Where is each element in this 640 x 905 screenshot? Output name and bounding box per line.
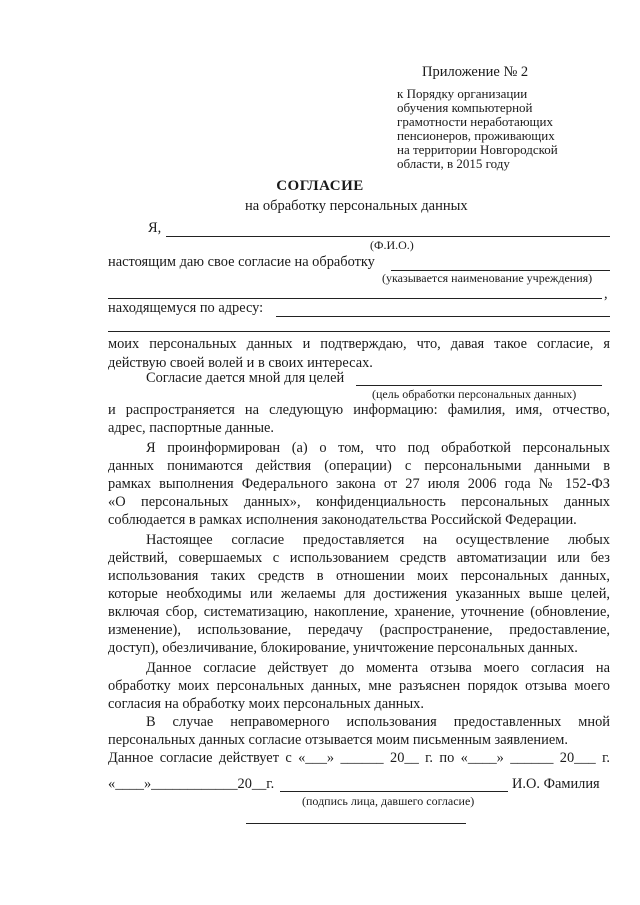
paragraph-line: Я проинформирован (а) о том, что под обработкой персональных — [146, 440, 610, 456]
paragraph-line: действий, совершаемых с использованием средств автоматизации или без — [108, 550, 610, 566]
institution-field-continued[interactable] — [108, 298, 602, 299]
paragraph-line: доступ), обезличивание, блокирование, уничтожение персональных данных. — [108, 640, 578, 656]
fio-field[interactable] — [166, 236, 610, 237]
appendix-title: Приложение № 2 — [422, 64, 529, 80]
paragraph-line: Настоящее согласие предоставляется на осуществление любых — [146, 532, 610, 548]
appendix-line: пенсионеров, проживающих — [397, 128, 555, 143]
paragraph-line: и распространяется на следующую информацию: фамилия, имя, отчество, — [108, 402, 610, 418]
purpose-hint: (цель обработки персональных данных) — [372, 387, 577, 401]
address-field[interactable] — [276, 316, 610, 317]
validity-period-line[interactable]: Данное согласие действует с «___» ______ 20__ г. по «____» ______ 20___ г. — [108, 750, 610, 766]
signature-name: И.О. Фамилия — [512, 776, 600, 792]
appendix-line: к Порядку организации — [397, 86, 528, 101]
appendix-reference — [397, 87, 558, 171]
paragraph-line: согласия на обработку моих персональных данных. — [108, 696, 424, 712]
appendix-line: грамотности неработающих — [397, 114, 554, 129]
i-prefix: Я, — [148, 220, 162, 236]
paragraph-line: действую своей волей и в своих интересах. — [108, 355, 373, 371]
document-title: СОГЛАСИЕ — [276, 178, 364, 194]
appendix-line: обучения компьютерной — [397, 100, 533, 115]
signature-date[interactable]: «____»____________20__г. — [108, 776, 275, 792]
comma: , — [604, 286, 608, 302]
address-label: находящемуся по адресу: — [108, 300, 264, 316]
paragraph-line: адрес, паспортные данные. — [108, 420, 275, 436]
paragraph-line: В случае неправомерного использования предоставленных мной — [146, 714, 610, 730]
paragraph-line: изменение), использование, передачу (распространение, предоставление, — [108, 622, 610, 638]
paragraph-line: данных понимаются действия (операции) с персональными данными в — [108, 458, 610, 474]
appendix-line: области, в 2015 году — [397, 156, 510, 171]
paragraph-line: соблюдается в рамках исполнения законодательства Российской Федерации. — [108, 512, 577, 528]
purpose-field[interactable] — [356, 385, 602, 386]
institution-hint: (указывается наименование учреждения) — [382, 271, 593, 285]
paragraph-line: Данное согласие действует до момента отзыва моего согласия на — [146, 660, 610, 676]
fio-hint: (Ф.И.О.) — [370, 238, 414, 252]
signature-field[interactable] — [280, 791, 508, 792]
paragraph-line: «О персональных данных», конфиденциальность персональных данных — [108, 494, 610, 510]
signature-hint: (подпись лица, давшего согласие) — [302, 794, 475, 808]
address-field-continued[interactable] — [108, 331, 610, 332]
paragraph-line: моих персональных данных и подтверждаю, что, давая такое согласие, я — [108, 336, 610, 352]
purpose-label: Согласие дается мной для целей — [146, 370, 345, 386]
paragraph-line: использования таких средств в отношении моих персональных данных, — [108, 568, 610, 584]
paragraph-line: персональных данных согласие отзывается моим письменным заявлением. — [108, 732, 568, 748]
paragraph-line: включая сбор, систематизацию, накопление, хранение, уточнение (обновление, — [108, 604, 610, 620]
document-subtitle: на обработку персональных данных — [245, 198, 468, 214]
paragraph-line: обработку моих персональных данных, мне разъяснен порядок отзыва моего — [108, 678, 610, 694]
consent-line-text: настоящим даю свое согласие на обработку — [108, 254, 375, 270]
paragraph-line: рамках выполнения Федерального закона от 27 июля 2006 года № 152-ФЗ — [108, 476, 610, 492]
paragraph-line: которые необходимы или желаемы для достижения указанных выше целей, — [108, 586, 610, 602]
footer-rule — [246, 823, 466, 824]
appendix-line: на территории Новгородской — [397, 142, 558, 157]
